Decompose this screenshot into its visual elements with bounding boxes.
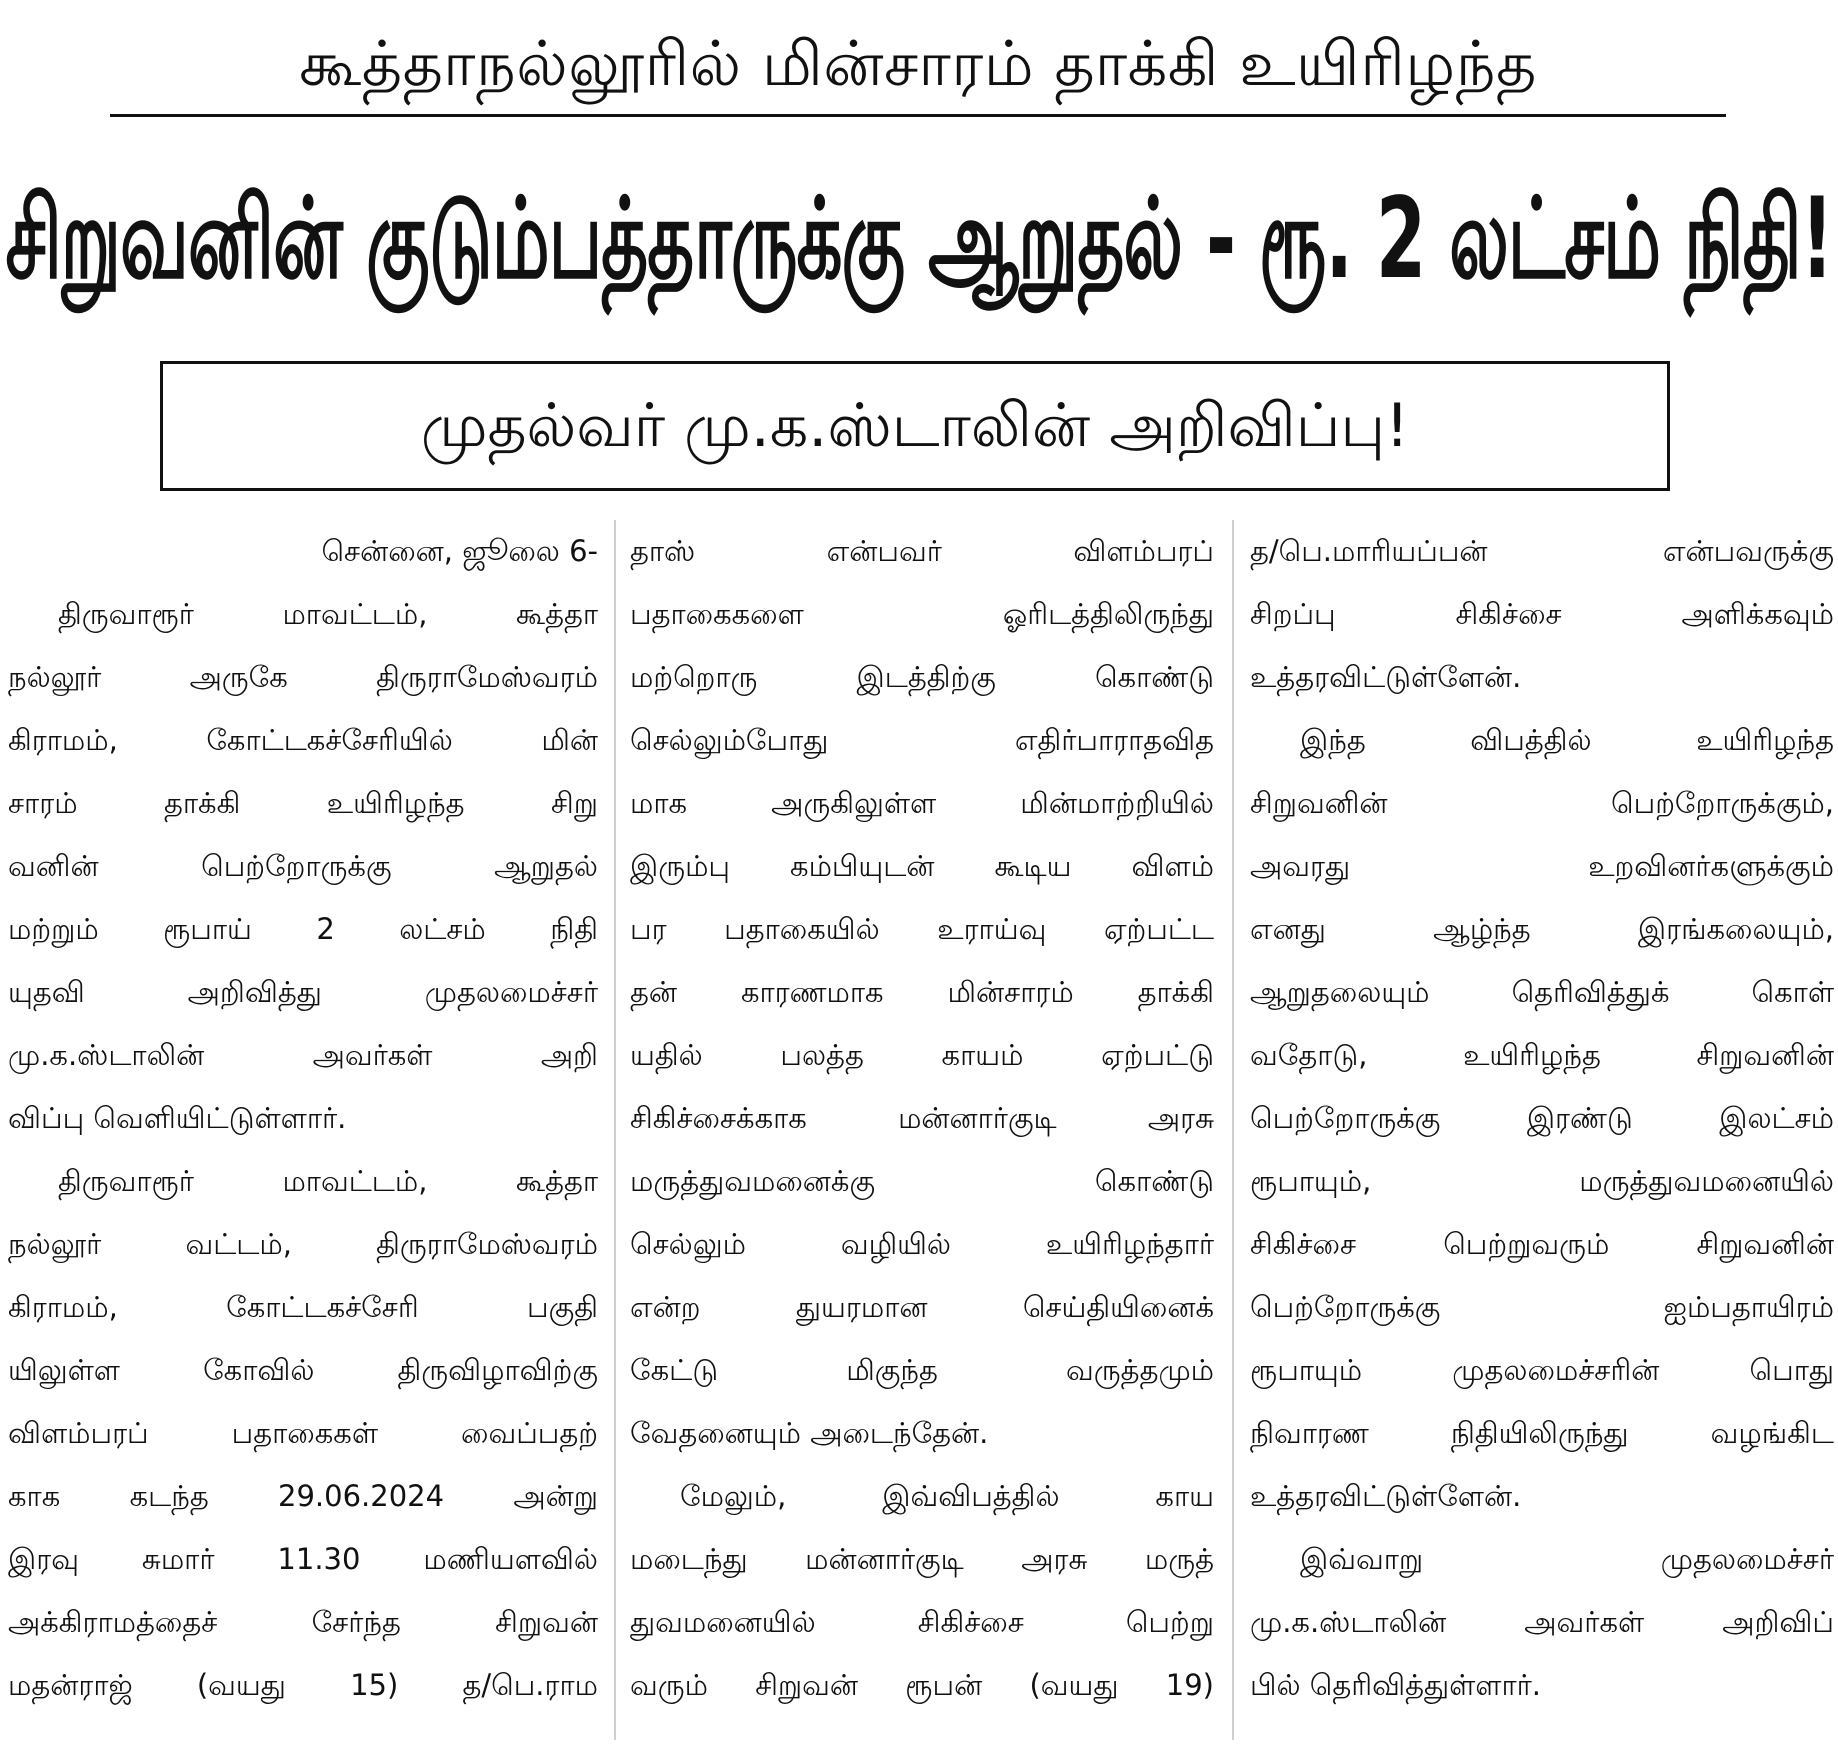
- body-line: இவ்வாறு முதலமைச்சர்: [1300, 1542, 1834, 1576]
- body-line: வேதனையும் அடைந்தேன்.: [630, 1416, 989, 1450]
- body-line: பில் தெரிவித்துள்ளார்.: [1250, 1668, 1541, 1702]
- dateline: சென்னை, ஜூலை 6-: [321, 534, 598, 568]
- body-line: த/பெ.மாரியப்பன் என்பவருக்கு: [1250, 534, 1834, 568]
- body-line: இந்த விபத்தில் உயிரிழந்த: [1300, 723, 1834, 757]
- body-line: மற்றொரு இடத்திற்கு கொண்டு: [630, 660, 1214, 694]
- body-line: கிராமம், கோட்டகச்சேரி பகுதி: [8, 1290, 598, 1324]
- body-line: இரவு சுமார் 11.30 மணியளவில்: [8, 1542, 598, 1576]
- body-line: ஆறுதலையும் தெரிவித்துக் கொள்: [1250, 975, 1834, 1009]
- body-line: பதாகைகளை ஓரிடத்திலிருந்து: [630, 597, 1214, 631]
- main-headline: சிறுவனின் குடும்பத்தாருக்கு ஆறுதல் - ரூ. 2 லட்சம் நிதி!: [5, 172, 1833, 304]
- body-line: கிராமம், கோட்டகச்சேரியில் மின்: [8, 723, 598, 757]
- body-line: அவரது உறவினர்களுக்கும்: [1250, 849, 1834, 883]
- body-line: செல்லும் வழியில் உயிரிழந்தார்: [630, 1227, 1214, 1261]
- body-line: காக கடந்த 29.06.2024 அன்று: [8, 1479, 598, 1513]
- article-column-1: [8, 520, 598, 1750]
- body-line: மருத்துவமனைக்கு கொண்டு: [630, 1164, 1214, 1198]
- body-line: வனின் பெற்றோருக்கு ஆறுதல்: [8, 849, 598, 883]
- body-line: மேலும், இவ்விபத்தில் காய: [680, 1479, 1214, 1513]
- body-line: யதில் பலத்த காயம் ஏற்பட்டு: [630, 1038, 1214, 1072]
- body-line: வதோடு, உயிரிழந்த சிறுவனின்: [1250, 1038, 1834, 1072]
- body-line: விப்பு வெளியிட்டுள்ளார்.: [8, 1101, 347, 1135]
- body-line: தன் காரணமாக மின்சாரம் தாக்கி: [630, 975, 1214, 1009]
- body-line: அக்கிராமத்தைச் சேர்ந்த சிறுவன்: [8, 1605, 598, 1639]
- body-line: நல்லூர் வட்டம், திருராமேஸ்வரம்: [8, 1227, 598, 1261]
- body-line: செல்லும்போது எதிர்பாராதவித: [630, 723, 1214, 757]
- body-line: மு.க.ஸ்டாலின் அவர்கள் அறி: [8, 1038, 598, 1072]
- body-line: சிகிச்சை பெற்றுவரும் சிறுவனின்: [1250, 1227, 1834, 1261]
- body-line: ரூபாயும், மருத்துவமனையில்: [1250, 1164, 1834, 1198]
- body-line: இரும்பு கம்பியுடன் கூடிய விளம்: [630, 849, 1214, 883]
- body-line: நல்லூர் அருகே திருராமேஸ்வரம்: [8, 660, 598, 694]
- body-line: துவமனையில் சிகிச்சை பெற்று: [630, 1605, 1214, 1639]
- article-column-2: [630, 520, 1214, 1750]
- body-line: பெற்றோருக்கு ஐம்பதாயிரம்: [1250, 1290, 1834, 1324]
- body-line: ரூபாயும் முதலமைச்சரின் பொது: [1250, 1353, 1834, 1387]
- body-line: கேட்டு மிகுந்த வருத்தமும்: [630, 1353, 1214, 1387]
- body-line: திருவாரூர் மாவட்டம், கூத்தா: [58, 1164, 598, 1198]
- body-line: சிகிச்சைக்காக மன்னார்குடி அரசு: [630, 1101, 1214, 1135]
- body-line: நிவாரண நிதியிலிருந்து வழங்கிட: [1250, 1416, 1834, 1450]
- body-line: வரும் சிறுவன் ரூபன் (வயது 19): [630, 1668, 1214, 1702]
- body-line: மாக அருகிலுள்ள மின்மாற்றியில்: [630, 786, 1214, 820]
- subheadline-box: முதல்வர் மு.க.ஸ்டாலின் அறிவிப்பு!: [160, 361, 1670, 491]
- article-column-3: [1250, 520, 1834, 1750]
- body-line: எனது ஆழ்ந்த இரங்கலையும்,: [1250, 912, 1834, 946]
- body-line: சாரம் தாக்கி உயிரிழந்த சிறு: [8, 786, 598, 820]
- body-line: உத்தரவிட்டுள்ளேன்.: [1250, 1479, 1522, 1513]
- body-line: சிறுவனின் பெற்றோருக்கும்,: [1250, 786, 1834, 820]
- body-line: மற்றும் ரூபாய் 2 லட்சம் நிதி: [8, 912, 598, 946]
- body-line: மதன்ராஜ் (வயது 15) த/பெ.ராம: [8, 1668, 598, 1702]
- body-line: பெற்றோருக்கு இரண்டு இலட்சம்: [1250, 1101, 1834, 1135]
- body-line: யிலுள்ள கோவில் திருவிழாவிற்கு: [8, 1353, 598, 1387]
- body-line: மடைந்து மன்னார்குடி அரசு மருத்: [630, 1542, 1214, 1576]
- body-line: சிறப்பு சிகிச்சை அளிக்கவும்: [1250, 597, 1834, 631]
- body-line: உத்தரவிட்டுள்ளேன்.: [1250, 660, 1522, 694]
- body-line: தாஸ் என்பவர் விளம்பரப்: [630, 534, 1214, 568]
- kicker-headline: கூத்தாநல்லூரில் மின்சாரம் தாக்கி உயிரிழந்த: [110, 18, 1726, 117]
- body-line: மு.க.ஸ்டாலின் அவர்கள் அறிவிப்: [1250, 1605, 1834, 1639]
- article-body: [0, 520, 1838, 1750]
- body-line: திருவாரூர் மாவட்டம், கூத்தா: [58, 597, 598, 631]
- body-line: யுதவி அறிவித்து முதலமைச்சர்: [8, 975, 598, 1009]
- body-line: விளம்பரப் பதாகைகள் வைப்பதற்: [8, 1416, 598, 1450]
- body-line: என்ற துயரமான செய்தியினைக்: [630, 1290, 1214, 1324]
- body-line: பர பதாகையில் உராய்வு ஏற்பட்ட: [630, 912, 1214, 946]
